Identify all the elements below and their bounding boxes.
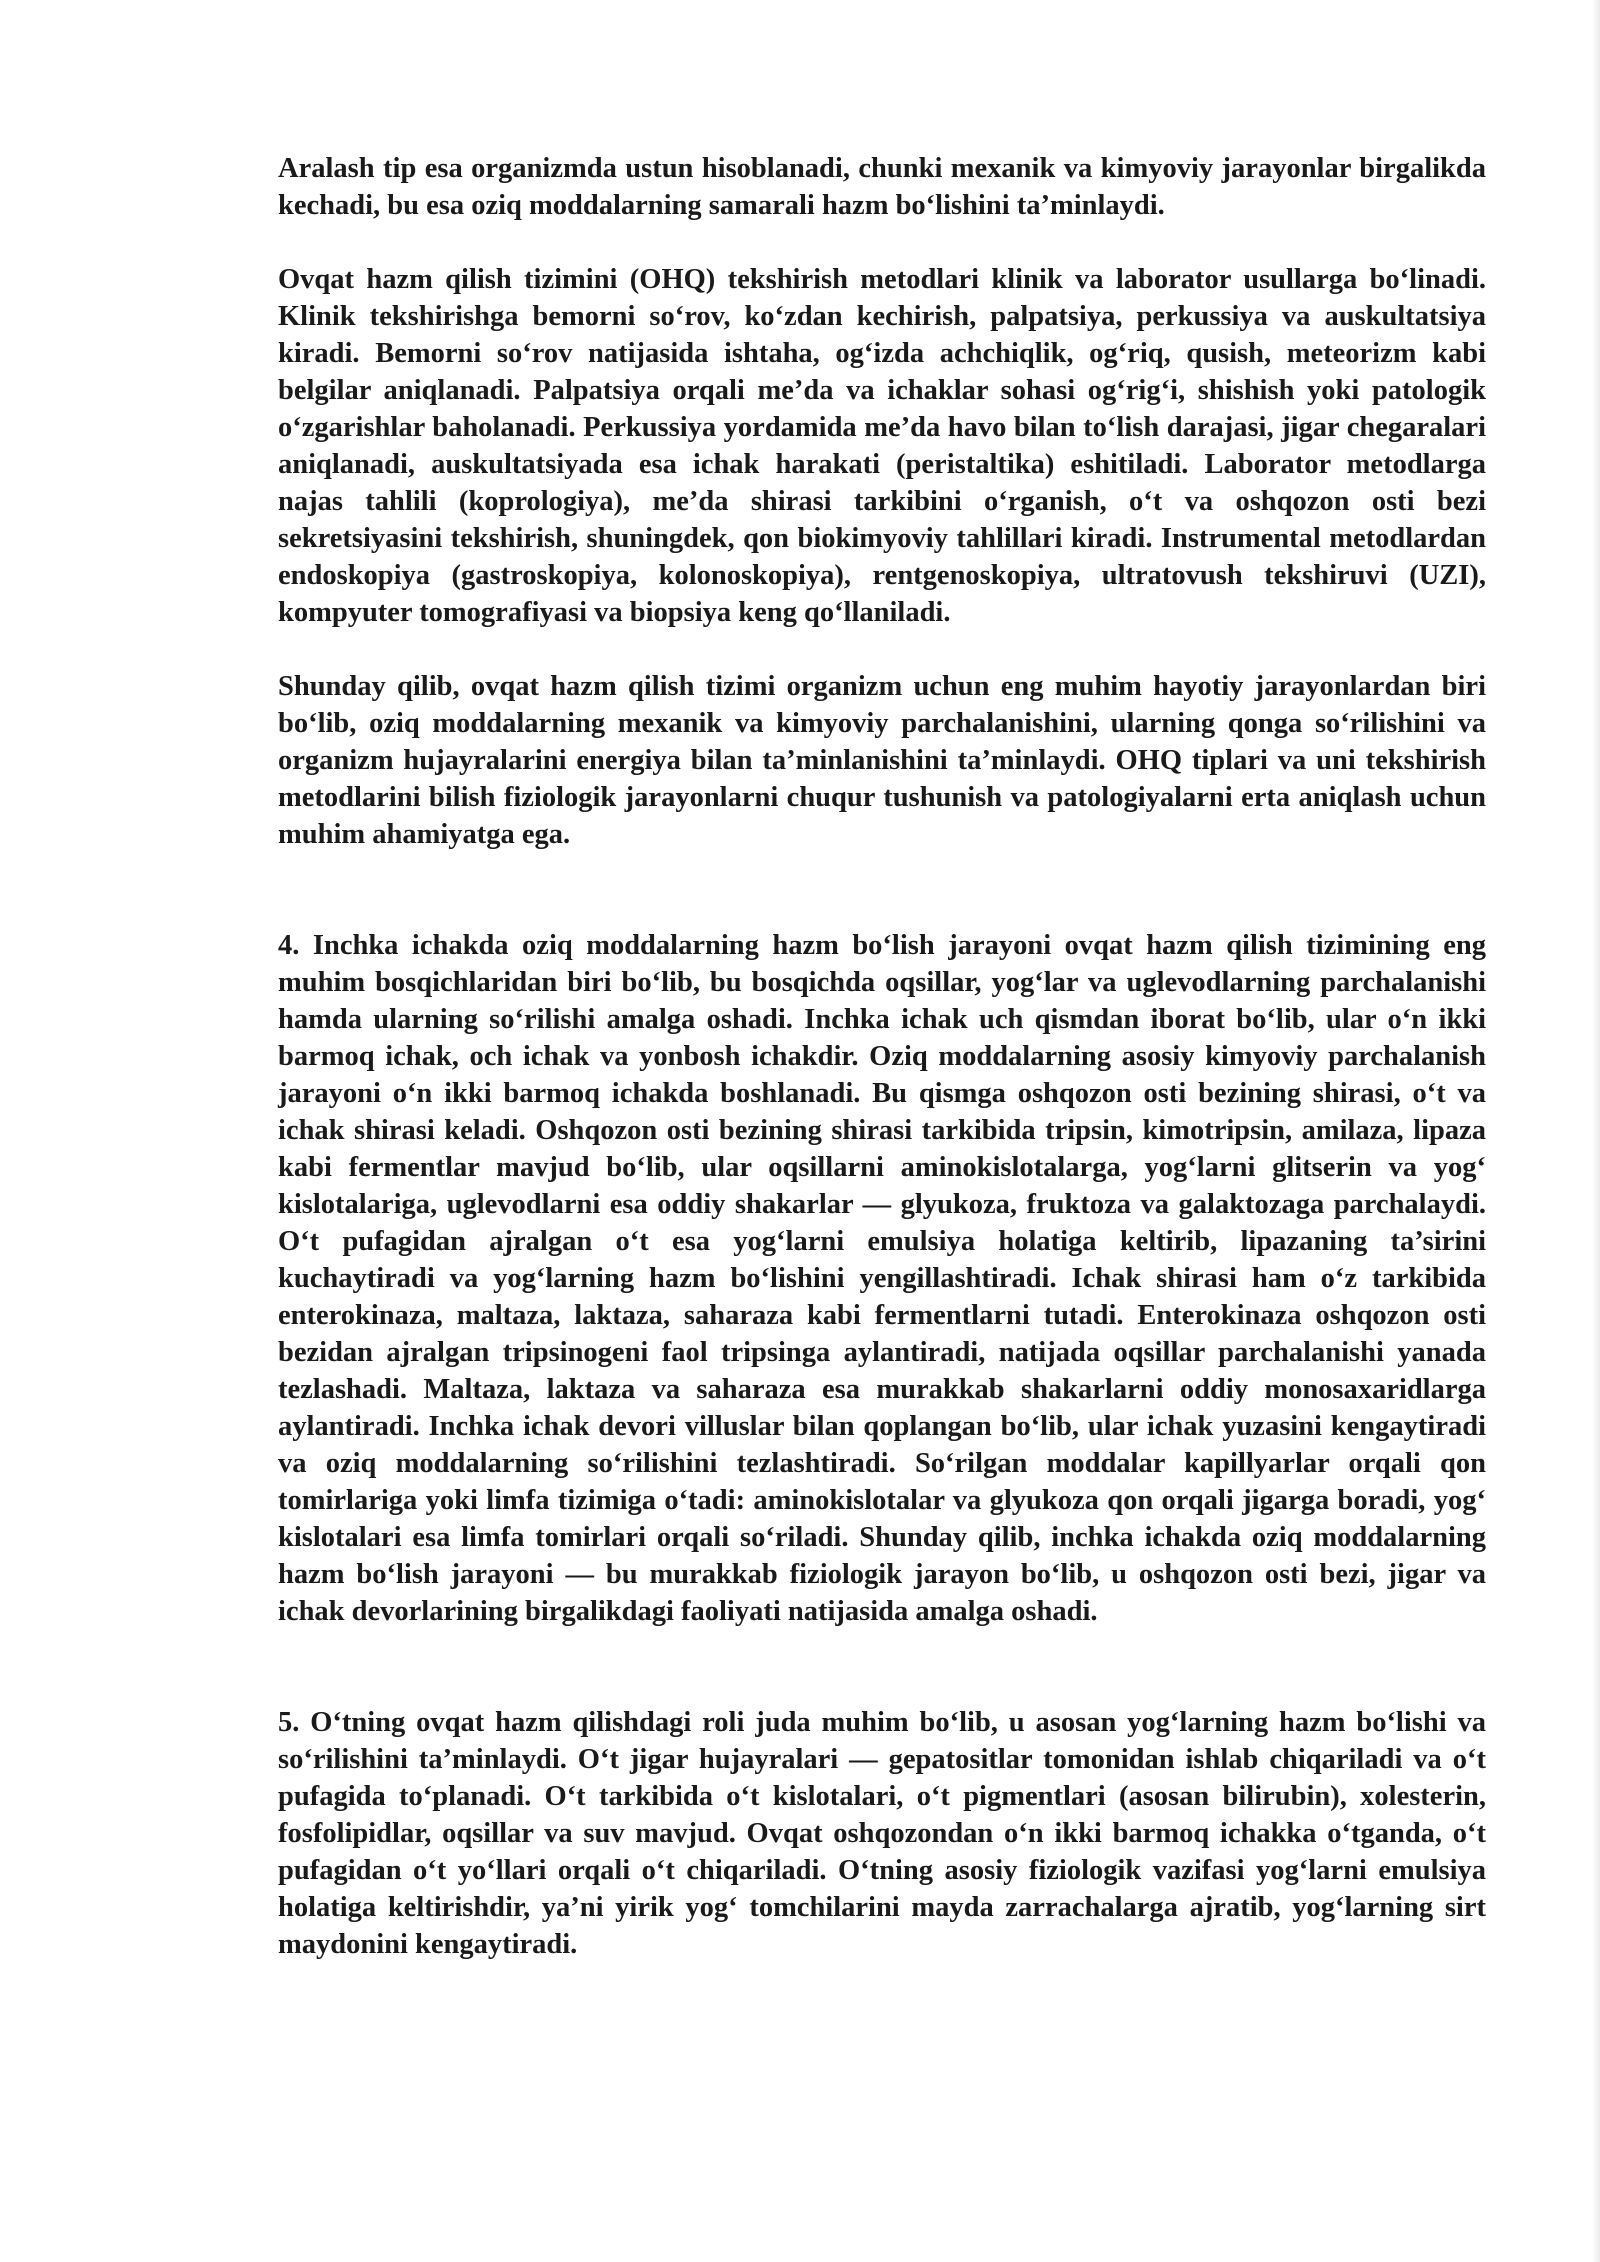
paragraph-conclusion: Shunday qilib, ovqat hazm qilish tizimi organizm uchun eng muhim hayotiy jarayonlardan biri bo‘lib, oziq moddalarning mexanik va kimyoviy parchalanishini, ularning qonga so‘rilishini va organizm hujayralarini energiya bilan ta’minlanishini ta’minlaydi. OHQ tiplari va uni tekshirish metodlarini bilish fiziologik jarayonlarni chuqur tushunish va patologiyalarni erta aniqlash uchun muhim ahamiyatga ega.	[278, 671, 1486, 850]
paragraph-mixed-type: Aralash tip esa organizmda ustun hisoblanadi, chunki mexanik va kimyoviy jarayonlar birgalikda kechadi, bu esa oziq moddalarning samarali hazm bo‘lishini ta’minlaydi.	[278, 153, 1486, 221]
paragraph-spacer	[278, 224, 1486, 261]
document-page	[278, 150, 1486, 1963]
paragraph-ohq-methods: Ovqat hazm qilish tizimini (OHQ) tekshirish metodlari klinik va laborator usullarga bo‘linadi. Klinik tekshirishga bemorni so‘rov, ko‘zdan kechirish, palpatsiya, perkussiya va auskultatsiya kiradi. Bemorni so‘rov natijasida ishtaha, og‘izda achchiqlik, og‘riq, qusish, meteorizm kabi belgilar aniqlanadi. Palpatsiya orqali me’da va ichaklar sohasi og‘rig‘i, shishish yoki patologik o‘zgarishlar baholanadi. Perkussiya yordamida me’da havo bilan to‘lish darajasi, jigar chegaralari aniqlanadi, auskultatsiyada esa ichak harakati (peristaltika) eshitiladi. Laborator metodlarga najas tahlili (koprologiya), me’da shirasi tarkibini o‘rganish, o‘t va oshqozon osti bezi sekretsiyasini tekshirish, shuningdek, qon biokimyoviy tahlillari kiradi. Instrumental metodlardan endoskopiya (gastroskopiya, kolonoskopiya), rentgenoskopiya, ultratovush tekshiruvi (UZI), kompyuter tomografiyasi va biopsiya keng qo‘llaniladi.	[278, 264, 1486, 628]
paragraph-spacer	[278, 631, 1486, 668]
paragraph-section-5: 5. O‘tning ovqat hazm qilishdagi roli juda muhim bo‘lib, u asosan yog‘larning hazm bo‘lishi va so‘rilishini ta’minlaydi. O‘t jigar hujayralari — gepatositlar tomonidan ishlab chiqariladi va o‘t pufagida to‘planadi. O‘t tarkibida o‘t kislotalari, o‘t pigmentlari (asosan bilirubin), xolesterin, fosfolipidlar, oqsillar va suv mavjud. Ovqat oshqozondan o‘n ikki barmoq ichakka o‘tganda, o‘t pufagidan o‘t yo‘llari orqali o‘t chiqariladi. O‘tning asosiy fiziologik vazifasi yog‘larni emulsiya holatiga keltirishdir, ya’ni yirik yog‘ tomchilarini mayda zarrachalarga ajratib, yog‘larning sirt maydonini kengaytiradi.	[278, 1707, 1486, 1960]
paragraph-spacer	[278, 853, 1486, 927]
paragraph-section-4: 4. Inchka ichakda oziq moddalarning hazm bo‘lish jarayoni ovqat hazm qilish tizimining eng muhim bosqichlaridan biri bo‘lib, bu bosqichda oqsillar, yog‘lar va uglevodlarning parchalanishi hamda ularning so‘rilishi amalga oshadi. Inchka ichak uch qismdan iborat bo‘lib, ular o‘n ikki barmoq ichak, och ichak va yonbosh ichakdir. Oziq moddalarning asosiy kimyoviy parchalanish jarayoni o‘n ikki barmoq ichakda boshlanadi. Bu qismga oshqozon osti bezining shirasi, o‘t va ichak shirasi keladi. Oshqozon osti bezining shirasi tarkibida tripsin, kimotripsin, amilaza, lipaza kabi fermentlar mavjud bo‘lib, ular oqsillarni aminokislotalarga, yog‘larni glitserin va yog‘ kislotalariga, uglevodlarni esa oddiy shakarlar — glyukoza, fruktoza va galaktozaga parchalaydi. O‘t pufagidan ajralgan o‘t esa yog‘larni emulsiya holatiga keltirib, lipazaning ta’sirini kuchaytiradi va yog‘larning hazm bo‘lishini yengillashtiradi. Ichak shirasi ham o‘z tarkibida enterokinaza, maltaza, laktaza, saharaza kabi fermentlarni tutadi. Enterokinaza oshqozon osti bezidan ajralgan tripsinogeni faol tripsinga aylantiradi, natijada oqsillar parchalanishi yanada tezlashadi. Maltaza, laktaza va saharaza esa murakkab shakarlarni oddiy monosaxaridlarga aylantiradi. Inchka ichak devori villuslar bilan qoplangan bo‘lib, ular ichak yuzasini kengaytiradi va oziq moddalarning so‘rilishini tezlashtiradi. So‘rilgan moddalar kapillyarlar orqali qon tomirlariga yoki limfa tizimiga o‘tadi: aminokislotalar va glyukoza qon orqali jigarga boradi, yog‘ kislotalari esa limfa tomirlari orqali so‘riladi. Shunday qilib, inchka ichakda oziq moddalarning hazm bo‘lish jarayoni — bu murakkab fiziologik jarayon bo‘lib, u oshqozon osti bezi, jigar va ichak devorlarining birgalikdagi faoliyati natijasida amalga oshadi.	[278, 930, 1486, 1627]
paragraph-spacer	[278, 1630, 1486, 1704]
page-edge-shadow	[1592, 0, 1600, 2262]
